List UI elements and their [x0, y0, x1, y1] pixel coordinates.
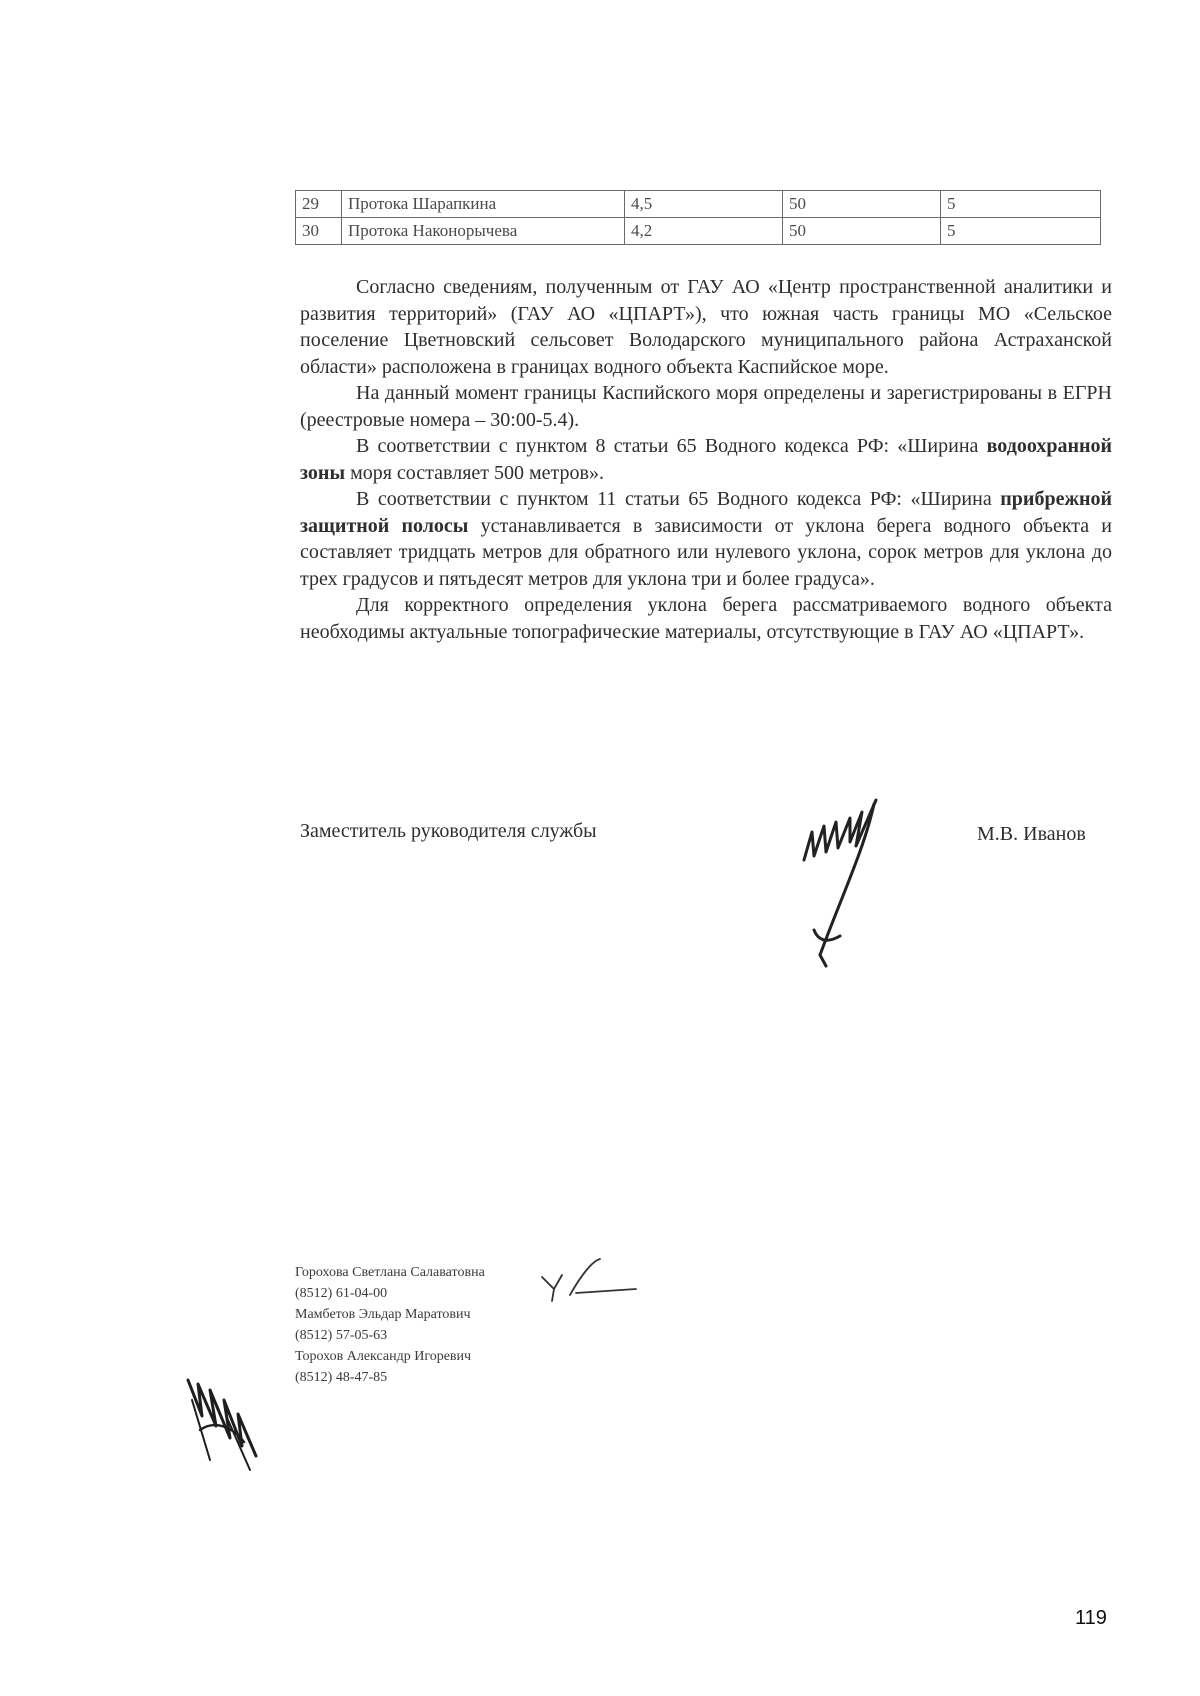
contact-phone: (8512) 48-47-85 [295, 1370, 388, 1385]
paragraph-egrn: На данный момент границы Каспийского моря определены и зарегистрированы в ЕГРН (реестровые номера – 30:00-5.4). [300, 382, 1112, 431]
contact-name: Торохов Александр Игоревич [295, 1349, 472, 1364]
water-object-name: Протока Наконорычева [342, 218, 625, 245]
zone-width-value: 50 [783, 191, 941, 218]
length-value: 4,2 [625, 218, 783, 245]
table-row [296, 218, 1101, 245]
signatory-position: Заместитель руководителя службы [300, 820, 597, 842]
water-object-name: Протока Шарапкина [342, 191, 625, 218]
zone-width-value: 50 [783, 218, 941, 245]
signatory-name: М.В. Иванов [977, 823, 1086, 845]
contact-phone: (8512) 57-05-63 [295, 1328, 388, 1343]
contact-name: Горохова Светлана Салаватовна [295, 1265, 485, 1280]
p4-text-after: устанавливается в зависимости от уклона берега водного объекта и составляет тридцать метров для обратного или нулевого уклона, сорок метров для уклона до трех градусов и пятьдесят метров для уклона три и более градуса». [300, 514, 1113, 590]
page-number: 119 [1075, 1607, 1107, 1629]
water-objects-table [295, 190, 1101, 245]
row-number: 29 [296, 191, 342, 218]
initials-signature-icon [540, 1255, 640, 1305]
handwritten-signature-icon [790, 790, 930, 970]
margin-signature-icon [180, 1360, 275, 1475]
strip-width-value: 5 [941, 218, 1101, 245]
paragraph-topographic: Для корректного определения уклона берега рассматриваемого водного объекта необходимы актуальные топографические материалы, отсутствующие в ГАУ АО «ЦПАРТ». [300, 594, 1112, 643]
p4-text-before: В соответствии с пунктом 11 статьи 65 Водного кодекса РФ: «Ширина [356, 488, 992, 510]
letter-body [300, 274, 1112, 645]
p3-text-after: моря составляет 500 метров». [350, 461, 604, 484]
paragraph-coastal-strip [300, 486, 1112, 592]
table-row [296, 191, 1101, 218]
paragraph-water-protection-zone [300, 433, 1112, 486]
p3-bold-term: водоохранной зоны [300, 435, 1113, 484]
paragraph-boundaries: Согласно сведениям, полученным от ГАУ АО «Центр пространственной аналитики и развития территорий» (ГАУ АО «ЦПАРТ»), что южная часть границы МО «Сельское поселение Цветновский сельсовет Володарского муниципального района Астраханской области» расположена в границах водного объекта Каспийское море. [300, 276, 1112, 378]
contact-name: Мамбетов Эльдар Маратович [295, 1307, 471, 1322]
strip-width-value: 5 [941, 191, 1101, 218]
contacts-block [295, 1262, 485, 1388]
contact-phone: (8512) 61-04-00 [295, 1286, 388, 1301]
length-value: 4,5 [625, 191, 783, 218]
p3-text-before: В соответствии с пунктом 8 статьи 65 Водного кодекса РФ: «Ширина [356, 435, 979, 457]
row-number: 30 [296, 218, 342, 245]
p4-bold-term: прибрежной защитной полосы [300, 488, 1112, 537]
